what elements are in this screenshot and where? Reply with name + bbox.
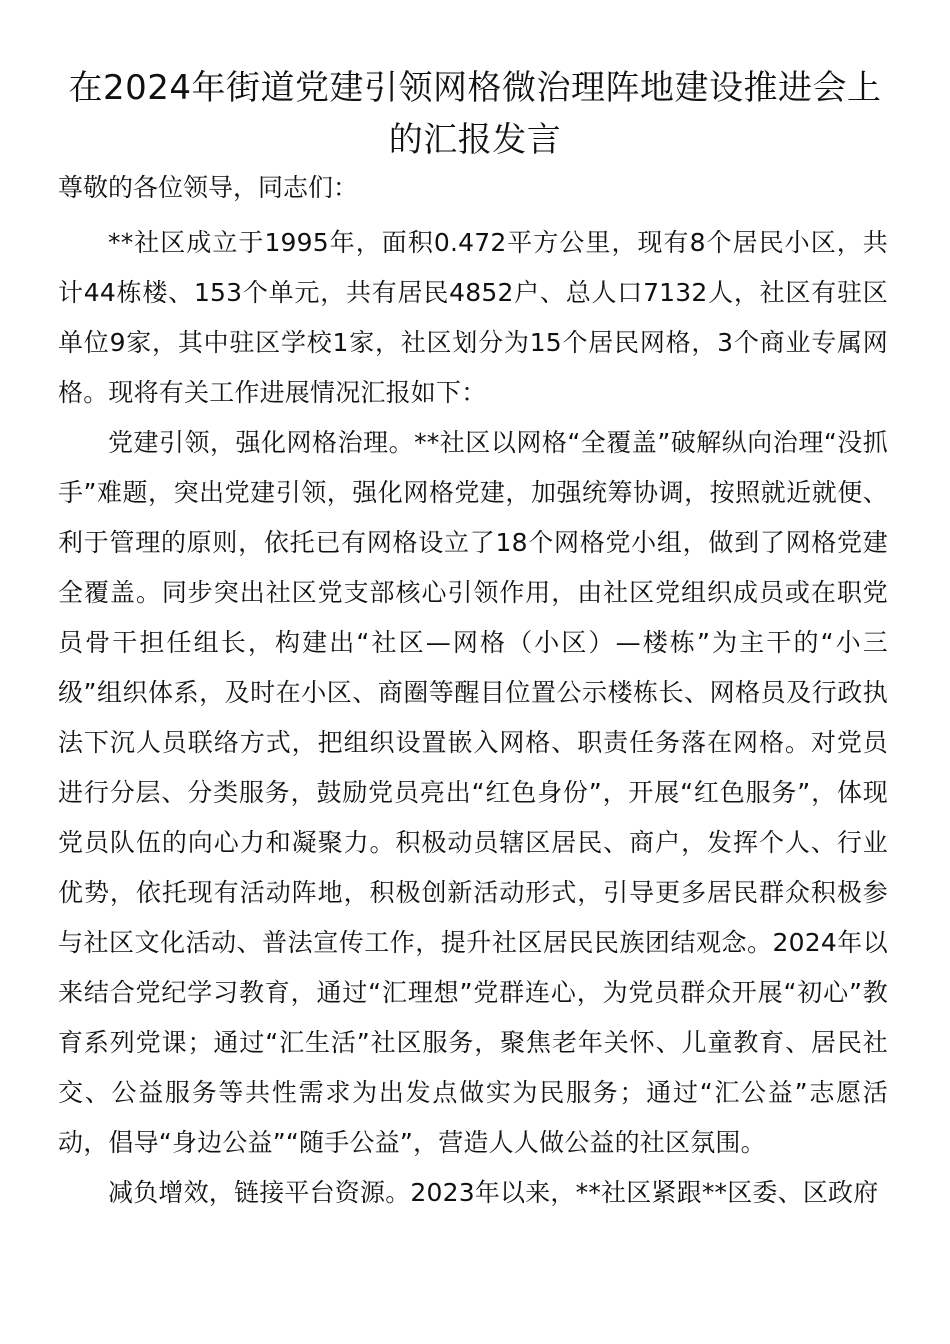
document-body [58, 218, 888, 1218]
document-title: 在2024年街道党建引领网格微治理阵地建设推进会上的汇报发言 [68, 68, 882, 160]
paragraph-party-building: 党建引领，强化网格治理。**社区以网格“全覆盖”破解纵向治理“没抓手”难题，突出党建引领，强化网格党建，加强统筹协调，按照就近就便、利于管理的原则，依托已有网格设立了18个网格党小组，做到了网格党建全覆盖。同步突出社区党支部核心引领作用，由社区党组织成员或在职党员骨干担任组长，构建出“社区—网格（小区）—楼栋”为主干的“小三级”组织体系，及时在小区、商圈等醒目位置公示楼栋长、网格员及行政执法下沉人员联络方式，把组织设置嵌入网格、职责任务落在网格。对党员进行分层、分类服务，鼓励党员亮出“红色身份”，开展“红色服务”，体现党员队伍的向心力和凝聚力。积极动员辖区居民、商户，发挥个人、行业优势，依托现有活动阵地，积极创新活动形式，引导更多居民群众积极参与社区文化活动、普法宣传工作，提升社区居民民族团结观念。2024年以来结合党纪学习教育，通过“汇理想”党群连心，为党员群众开展“初心”教育系列党课；通过“汇生活”社区服务，聚焦老年关怀、儿童教育、居民社交、公益服务等共性需求为出发点做实为民服务；通过“汇公益”志愿活动，倡导“身边公益”“随手公益”，营造人人做公益的社区氛围。 [58, 428, 888, 1157]
paragraph-intro: **社区成立于1995年，面积0.472平方公里，现有8个居民小区，共计44栋楼、153个单元，共有居民4852户、总人口7132人，社区有驻区单位9家，其中驻区学校1家，社区划分为15个居民网格，3个商业专属网格。现将有关工作进展情况汇报如下： [58, 228, 888, 407]
paragraph-efficiency: 减负增效，链接平台资源。2023年以来，**社区紧跟**区委、区政府 [108, 1178, 879, 1207]
salutation: 尊敬的各位领导，同志们： [58, 173, 359, 202]
